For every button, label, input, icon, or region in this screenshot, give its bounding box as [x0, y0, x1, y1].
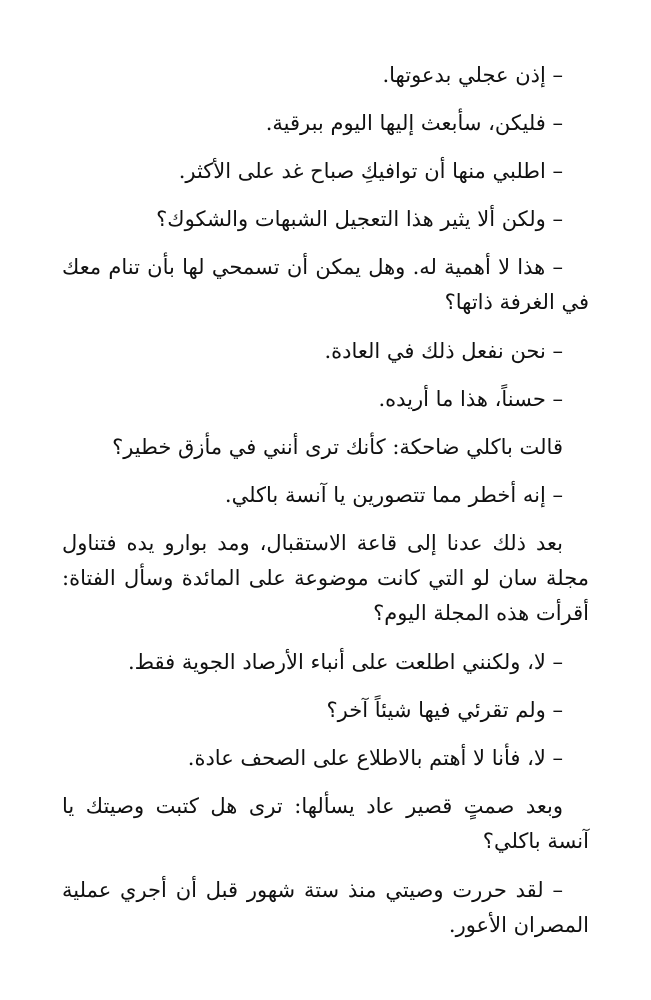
dialogue-line: – لقد حررت وصيتي منذ ستة شهور قبل أن أجري عملية المصران الأعور. — [62, 878, 589, 937]
dialogue-line: – حسناً، هذا ما أريده. — [378, 387, 563, 411]
dialogue-line: – نحن نفعل ذلك في العادة. — [324, 339, 563, 363]
dialogue-line: – اطلبي منها أن توافيكِ صباح غد على الأكثر. — [178, 159, 563, 183]
narration-paragraph: بعد ذلك عدنا إلى قاعة الاستقبال، ومد بوارو يده فتناول مجلة سان لو التي كانت موضوعة على المائدة وسأل الفتاة: أقرأت هذه المجلة اليوم؟ — [62, 531, 589, 625]
dialogue-line: – هذا لا أهمية له. وهل يمكن أن تسمحي لها بأن تنام معك في الغرفة ذاتها؟ — [62, 255, 589, 314]
dialogue-line: – ولم تقرئي فيها شيئاً آخر؟ — [326, 698, 563, 722]
dialogue-line: – إنه أخطر مما تتصورين يا آنسة باكلي. — [224, 483, 563, 507]
dialogue-line: – لا، فأنا لا أهتم بالاطلاع على الصحف عادة. — [187, 746, 563, 770]
dialogue-line: – إذن عجلي بدعوتها. — [382, 63, 563, 87]
narration-line: قالت باكلي ضاحكة: كأنك ترى أنني في مأزق خطير؟ — [112, 435, 563, 459]
dialogue-line: – لا، ولكنني اطلعت على أنباء الأرصاد الجوية فقط. — [127, 650, 563, 674]
narration-paragraph: وبعد صمتٍ قصير عاد يسألها: ترى هل كتبت وصيتك يا آنسة باكلي؟ — [62, 794, 589, 853]
dialogue-line: – فليكن، سأبعث إليها اليوم ببرقية. — [265, 111, 563, 135]
dialogue-line: – ولكن ألا يثير هذا التعجيل الشبهات والشكوك؟ — [156, 207, 563, 231]
